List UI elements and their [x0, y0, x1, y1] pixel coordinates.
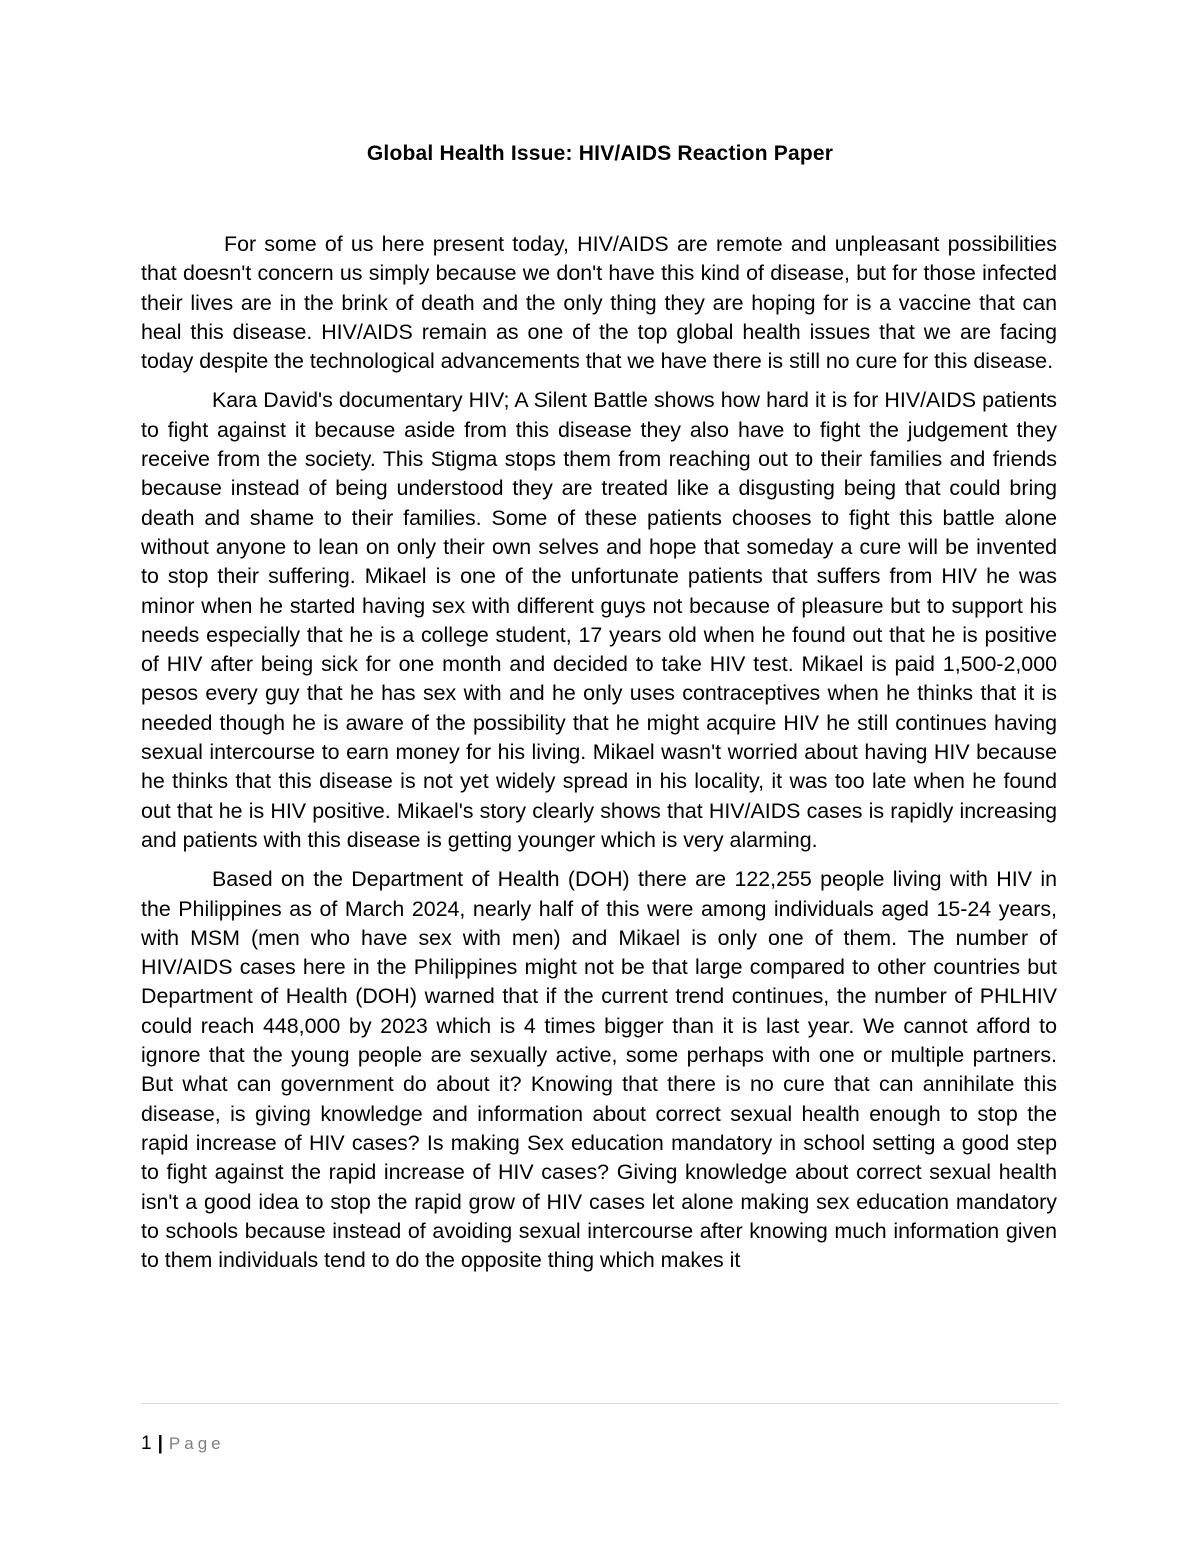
page-label: Page [168, 1434, 225, 1453]
document-body [141, 230, 1057, 1285]
paragraph-intro: For some of us here present today, HIV/AIDS are remote and unpleasant possibilities that doesn't concern us simply because we don't have this kind of disease, but for those infected their lives are in the brink of death and the only thing they are hoping for is a vaccine that can heal this disease. HIV/AIDS remain as one of the top global health issues that we are facing today despite the technological advancements that we have there is still no cure for this disease. [141, 232, 1057, 374]
page-footer [141, 1433, 225, 1455]
paragraph-doh-statistics: Based on the Department of Health (DOH) there are 122,255 people living with HIV in the Philippines as of March 2024, nearly half of this were among individuals aged 15-24 years, with MSM (men who have sex with men) and Mikael is only one of them. The number of HIV/AIDS cases here in the Philippines might not be that large compared to other countries but Department of Health (DOH) warned that if the current trend continues, the number of PHLHIV could reach 448,000 by 2023 which is 4 times bigger than it is last year. We cannot afford to ignore that the young people are sexually active, some perhaps with one or multiple partners. But what can government do about it? Knowing that there is no cure that can annihilate this disease, is giving knowledge and information about correct sexual health enough to stop the rapid increase of HIV cases? Is making Sex education mandatory in school setting a good step to fight against the rapid increase of HIV cases? Giving knowledge about correct sexual health isn't a good idea to stop the rapid grow of HIV cases let alone making sex education mandatory to schools because instead of avoiding sexual intercourse after knowing much information given to them individuals tend to do the opposite thing which makes it [141, 867, 1057, 1273]
paragraph-documentary: Kara David's documentary HIV; A Silent Battle shows how hard it is for HIV/AIDS patients to fight against it because aside from this disease they also have to fight the judgement they receive from the society. This Stigma stops them from reaching out to their families and friends because instead of being understood they are treated like a disgusting being that could bring death and shame to their families. Some of these patients chooses to fight this battle alone without anyone to lean on only their own selves and hope that someday a cure will be invented to stop their suffering. Mikael is one of the unfortunate patients that suffers from HIV he was minor when he started having sex with different guys not because of pleasure but to support his needs especially that he is a college student, 17 years old when he found out that he is positive of HIV after being sick for one month and decided to take HIV test. Mikael is paid 1,500-2,000 pesos every guy that he has sex with and he only uses contraceptives when he thinks that it is needed though he is aware of the possibility that he might acquire HIV he still continues having sexual intercourse to earn money for his living. Mikael wasn't worried about having HIV because he thinks that this disease is not yet widely spread in his locality, it was too late when he found out that he is HIV positive. Mikael's story clearly shows that HIV/AIDS cases is rapidly increasing and patients with this disease is getting younger which is very alarming. [141, 388, 1057, 852]
page-number: 1 [141, 1433, 152, 1454]
footer-separator: | [157, 1433, 163, 1454]
footer-divider [141, 1403, 1059, 1404]
document-title: Global Health Issue: HIV/AIDS Reaction Paper [366, 142, 834, 165]
